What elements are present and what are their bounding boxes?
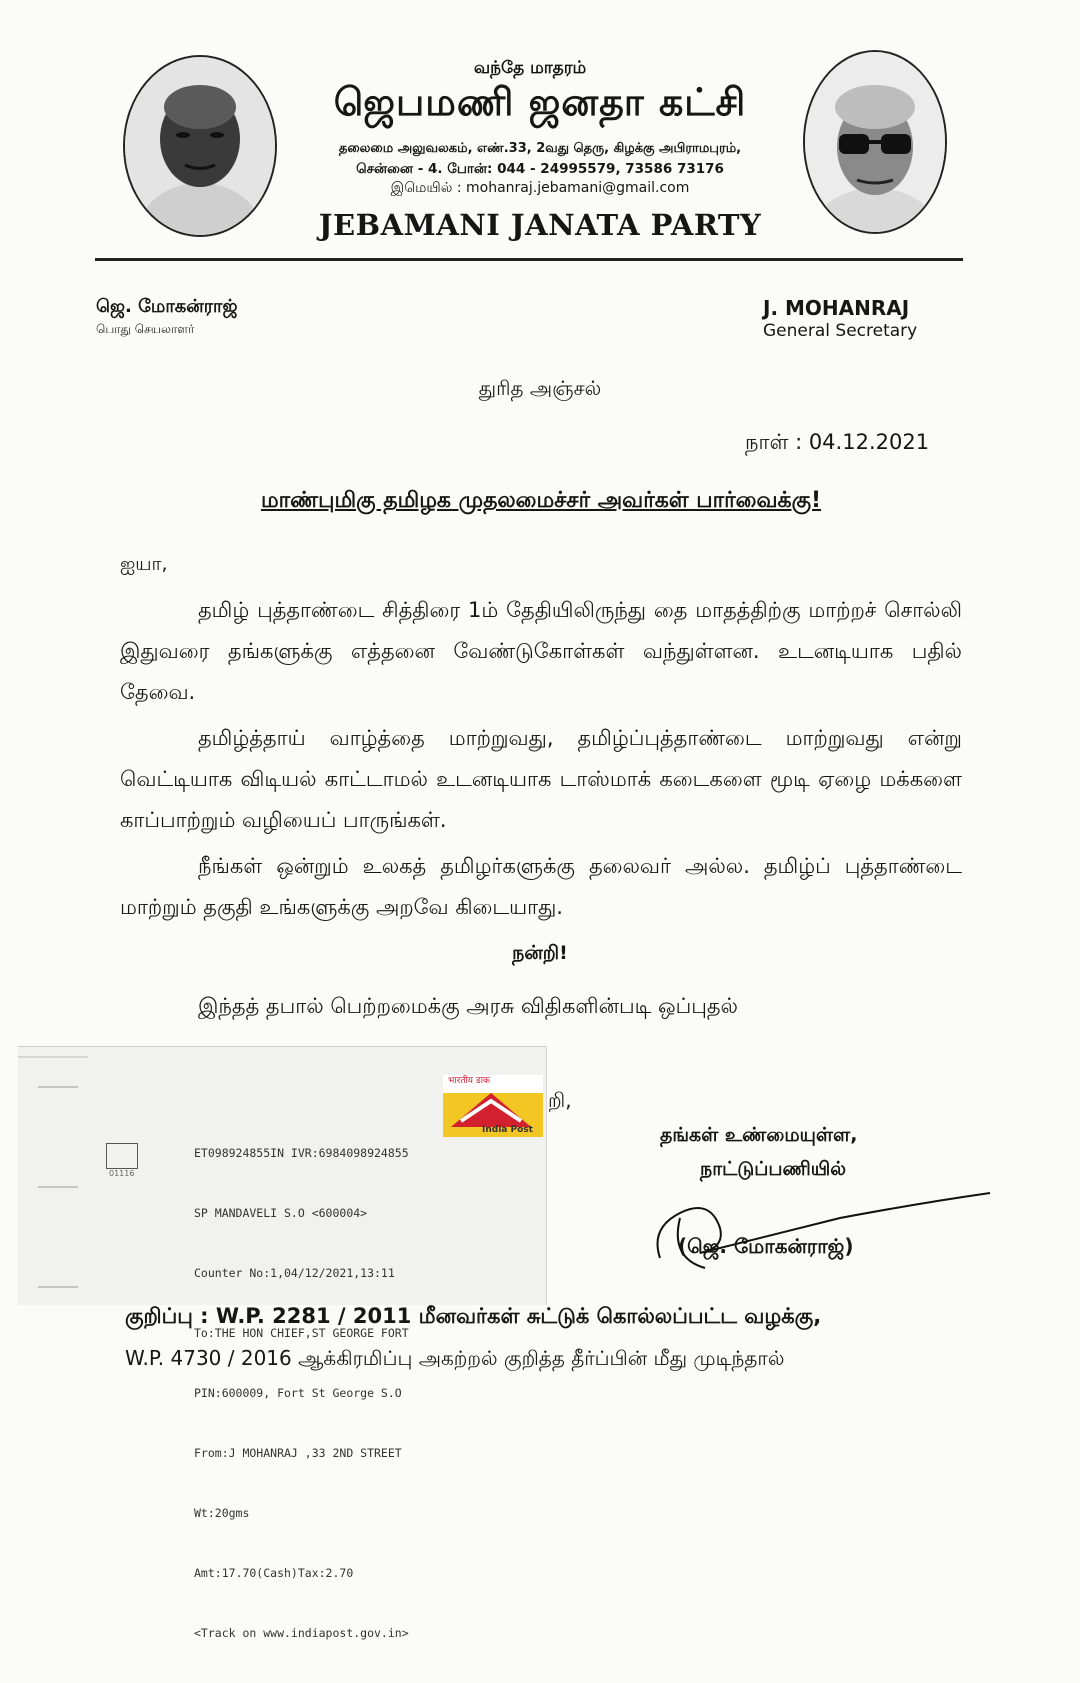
- receipt-line: To:THE HON CHIEF,ST GEORGE FORT: [194, 1326, 409, 1340]
- sender-role-english: General Secretary: [763, 321, 918, 341]
- receipt-line: PIN:600009, Fort St George S.O: [194, 1386, 402, 1400]
- sender-name-tamil: ஜெ. மோகன்ராஜ்: [96, 296, 238, 317]
- note-line-1: குறிப்பு : W.P. 2281 / 2011 மீனவர்கள் சுட்டுக் கொல்லப்பட்ட வழக்கு,: [125, 1304, 822, 1328]
- paragraph-3: [120, 846, 962, 928]
- paragraph-4: [120, 986, 962, 1027]
- receipt-stamp-box: [106, 1143, 138, 1169]
- receipt-line: Amt:17.70(Cash)Tax:2.70: [194, 1566, 354, 1580]
- receipt-lines: [194, 1103, 409, 1683]
- paragraph-2: [120, 718, 962, 841]
- party-name-tamil: ஜெபமணி ஜனதா கட்சி: [333, 80, 747, 124]
- thanks: நன்றி!: [512, 942, 568, 964]
- receipt-line: Counter No:1,04/12/2021,13:11: [194, 1266, 395, 1280]
- receipt-line: ET098924855IN IVR:6984098924855: [194, 1146, 409, 1160]
- india-post-logo-hindi: भारतीय डाक: [448, 1076, 490, 1086]
- salutation: ஐயா,: [120, 553, 168, 575]
- sender-name-english: J. MOHANRAJ: [763, 296, 910, 320]
- receipt-line: Wt:20gms: [194, 1506, 250, 1520]
- receipt-line: <Track on www.indiapost.gov.in>: [194, 1626, 409, 1640]
- address-line-1: தலைமை அலுவலகம், எண்.33, 2வது தெரு, கிழக்கு அபிராமபுரம்,: [338, 141, 742, 156]
- letter-subject: மாண்புமிகு தமிழக முதலமைச்சர் அவர்கள் பார்வைக்கு!: [260, 488, 822, 513]
- header-divider: [95, 258, 963, 261]
- address-line-2: சென்னை - 4. போன்: 044 - 24995579, 73586 73176: [356, 161, 724, 177]
- paragraph-2-text: தமிழ்த்தாய் வாழ்த்தை மாற்றுவது, தமிழ்ப்புத்தாண்டை மாற்றுவது என்று வெட்டியாக விடியல் காட்டாமல் உடனடியாக டாஸ்மாக் கடைகளை மூடி ஏழை மக்களை காப்பாற்றும் வழியைப் பாருங்கள்.: [120, 726, 962, 832]
- paragraph-3-text: நீங்கள் ஒன்றும் உலகத் தமிழர்களுக்கு தலைவர் அல்ல. தமிழ்ப் புத்தாண்டை மாற்றும் தகுதி உங்களுக்கு அறவே கிடையாது.: [120, 854, 962, 919]
- closing-line-1: தங்கள் உண்மையுள்ள,: [660, 1124, 858, 1146]
- handwritten-signature: [640, 1188, 1000, 1278]
- receipt-line: From:J MOHANRAJ ,33 2ND STREET: [194, 1446, 402, 1460]
- letter-date: நாள் : 04.12.2021: [745, 430, 930, 454]
- note-line-2: W.P. 4730 / 2016 ஆக்கிரமிப்பு அகற்றல் குறித்த தீர்ப்பின் மீது முடிந்தால்: [125, 1346, 785, 1370]
- delivery-mode: துரித அஞ்சல்: [478, 376, 602, 400]
- india-post-logo-text: India Post: [482, 1125, 533, 1135]
- closing-line-2: நாட்டுப்பணியில்: [700, 1158, 847, 1180]
- partial-text: றி,: [548, 1088, 572, 1112]
- receipt-stamp-code: 01116: [109, 1169, 135, 1178]
- slogan: வந்தே மாதரம்: [473, 58, 587, 78]
- paragraph-1: [120, 590, 962, 713]
- sender-role-tamil: பொது செயலாளர்: [96, 322, 195, 336]
- signature-name: (ஜெ. மோகன்ராஜ்): [678, 1234, 854, 1258]
- email-line: இமெயில் : mohanraj.jebamani@gmail.com: [390, 180, 690, 196]
- paragraph-1-text: தமிழ் புத்தாண்டை சித்திரை 1ம் தேதியிலிருந்து தை மாதத்திற்கு மாற்றச் சொல்லி இதுவரை தங்களுக்கு எத்தனை வேண்டுகோள்கள் வந்துள்ளன. உடனடியாக பதில் தேவை.: [120, 598, 962, 704]
- receipt-line: SP MANDAVELI S.O <600004>: [194, 1206, 368, 1220]
- party-name-english: JEBAMANI JANATA PARTY: [318, 208, 762, 242]
- paragraph-4-text: இந்தத் தபால் பெற்றமைக்கு அரசு விதிகளின்படி ஒப்புதல்: [198, 994, 738, 1018]
- punch-holes-icon: [18, 1047, 88, 1305]
